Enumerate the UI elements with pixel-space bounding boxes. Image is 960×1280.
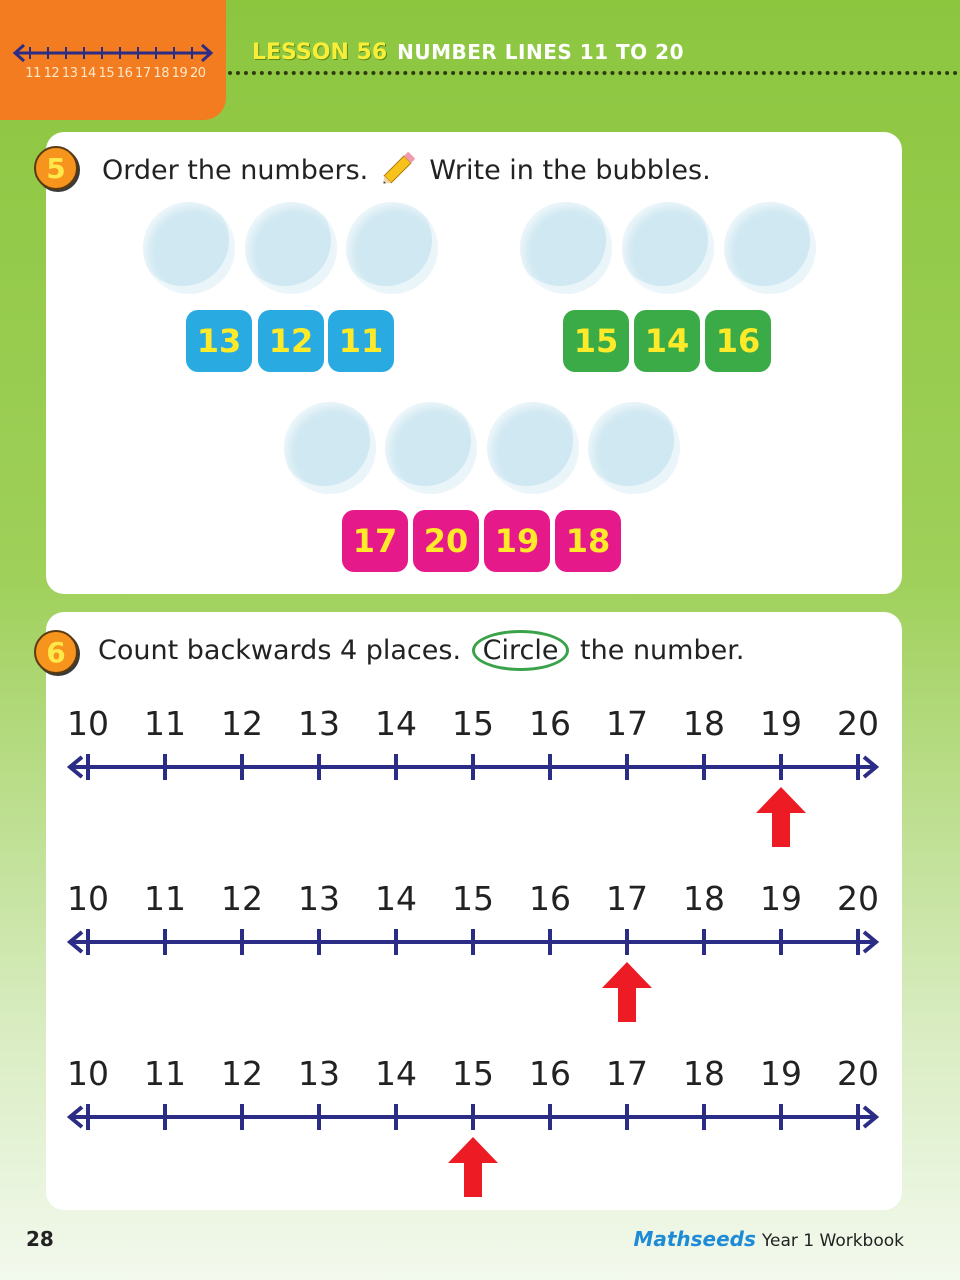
tick-label[interactable]: 10: [67, 1054, 109, 1093]
footer-brand: [633, 1227, 904, 1251]
number-tile: 19: [484, 510, 550, 572]
tick-label[interactable]: 14: [375, 1054, 417, 1093]
tick-label[interactable]: 10: [67, 704, 109, 743]
answer-bubble[interactable]: [622, 202, 714, 294]
number-tile: 16: [705, 310, 771, 372]
circle-word: Circle: [472, 630, 570, 671]
lesson-title: NUMBER LINES 11 TO 20: [397, 40, 684, 64]
start-arrow-icon: [602, 962, 652, 1022]
tick-label[interactable]: 17: [606, 704, 648, 743]
number-tile: 15: [563, 310, 629, 372]
tick-label[interactable]: 12: [221, 1054, 263, 1093]
tick-label[interactable]: 13: [298, 879, 340, 918]
number-lines: [46, 612, 902, 1210]
tick-label[interactable]: 10: [67, 879, 109, 918]
tick-label[interactable]: 17: [606, 1054, 648, 1093]
tick-label[interactable]: 12: [221, 704, 263, 743]
answer-bubble[interactable]: [520, 202, 612, 294]
number-line: [67, 879, 879, 1022]
number-tile: 20: [413, 510, 479, 572]
corner-number: 18: [153, 66, 170, 81]
question-5-prompt: [102, 148, 711, 195]
number-tile: 13: [186, 310, 252, 372]
answer-bubble[interactable]: [588, 402, 680, 494]
tick-label[interactable]: 14: [375, 879, 417, 918]
corner-number: 14: [80, 66, 96, 81]
answer-bubble[interactable]: [385, 402, 477, 494]
lesson-header: [252, 40, 684, 65]
lesson-tag: LESSON 56: [252, 40, 388, 65]
tick-label[interactable]: 16: [529, 879, 571, 918]
tick-label[interactable]: 20: [837, 879, 879, 918]
tick-label[interactable]: 13: [298, 1054, 340, 1093]
number-tile: 14: [634, 310, 700, 372]
tick-label[interactable]: 18: [683, 704, 725, 743]
start-arrow-icon: [756, 787, 806, 847]
number-tile: 11: [328, 310, 394, 372]
header-corner: [0, 0, 226, 120]
tick-label[interactable]: 16: [529, 1054, 571, 1093]
answer-bubble[interactable]: [487, 402, 579, 494]
tick-label[interactable]: 20: [837, 704, 879, 743]
answer-bubble[interactable]: [245, 202, 337, 294]
tick-label[interactable]: 11: [144, 879, 186, 918]
answer-bubble[interactable]: [284, 402, 376, 494]
tick-label[interactable]: 11: [144, 704, 186, 743]
number-line: [67, 1054, 879, 1197]
mathseeds-logo: Mathseeds: [633, 1227, 756, 1251]
corner-number: 11: [25, 66, 42, 81]
number-tile: 12: [258, 310, 324, 372]
question-6-badge: 6: [34, 630, 78, 674]
number-line: [67, 704, 879, 847]
pencil-icon: [377, 148, 421, 195]
workbook-label: Year 1 Workbook: [761, 1231, 904, 1251]
mini-number-line-icon: [10, 38, 216, 68]
tick-label[interactable]: 17: [606, 879, 648, 918]
corner-number: 12: [43, 66, 60, 81]
tick-label[interactable]: 19: [760, 704, 802, 743]
corner-number: 13: [61, 66, 78, 81]
header-dotted-divider: [228, 71, 958, 75]
tick-label[interactable]: 15: [452, 704, 494, 743]
tick-label[interactable]: 19: [760, 1054, 802, 1093]
corner-number-labels: [24, 66, 207, 81]
answer-bubble[interactable]: [724, 202, 816, 294]
question-6-card: [46, 612, 902, 1210]
tick-label[interactable]: 14: [375, 704, 417, 743]
answer-bubble[interactable]: [143, 202, 235, 294]
corner-number: 20: [189, 66, 206, 81]
page-number: 28: [26, 1227, 54, 1251]
tick-label[interactable]: 13: [298, 704, 340, 743]
question-5-card: [46, 132, 902, 594]
tick-label[interactable]: 12: [221, 879, 263, 918]
corner-number: 15: [98, 66, 115, 81]
number-tile: 18: [555, 510, 621, 572]
question-5-prompt-part2: Write in the bubbles.: [429, 155, 711, 186]
tick-label[interactable]: 20: [837, 1054, 879, 1093]
corner-number: 16: [116, 66, 133, 81]
answer-bubble[interactable]: [346, 202, 438, 294]
tick-label[interactable]: 15: [452, 879, 494, 918]
question-6-prompt-part1: Count backwards 4 places.: [98, 635, 462, 666]
start-arrow-icon: [448, 1137, 498, 1197]
tick-label[interactable]: 19: [760, 879, 802, 918]
number-tile: 17: [342, 510, 408, 572]
tick-label[interactable]: 18: [683, 1054, 725, 1093]
tick-label[interactable]: 16: [529, 704, 571, 743]
question-6-prompt-part2: the number.: [580, 635, 745, 666]
corner-number: 19: [171, 66, 188, 81]
question-5-prompt-part1: Order the numbers.: [102, 155, 369, 186]
question-5-badge: 5: [34, 146, 78, 190]
corner-number: 17: [135, 66, 151, 81]
tick-label[interactable]: 18: [683, 879, 725, 918]
tick-label[interactable]: 11: [144, 1054, 186, 1093]
tick-label[interactable]: 15: [452, 1054, 494, 1093]
